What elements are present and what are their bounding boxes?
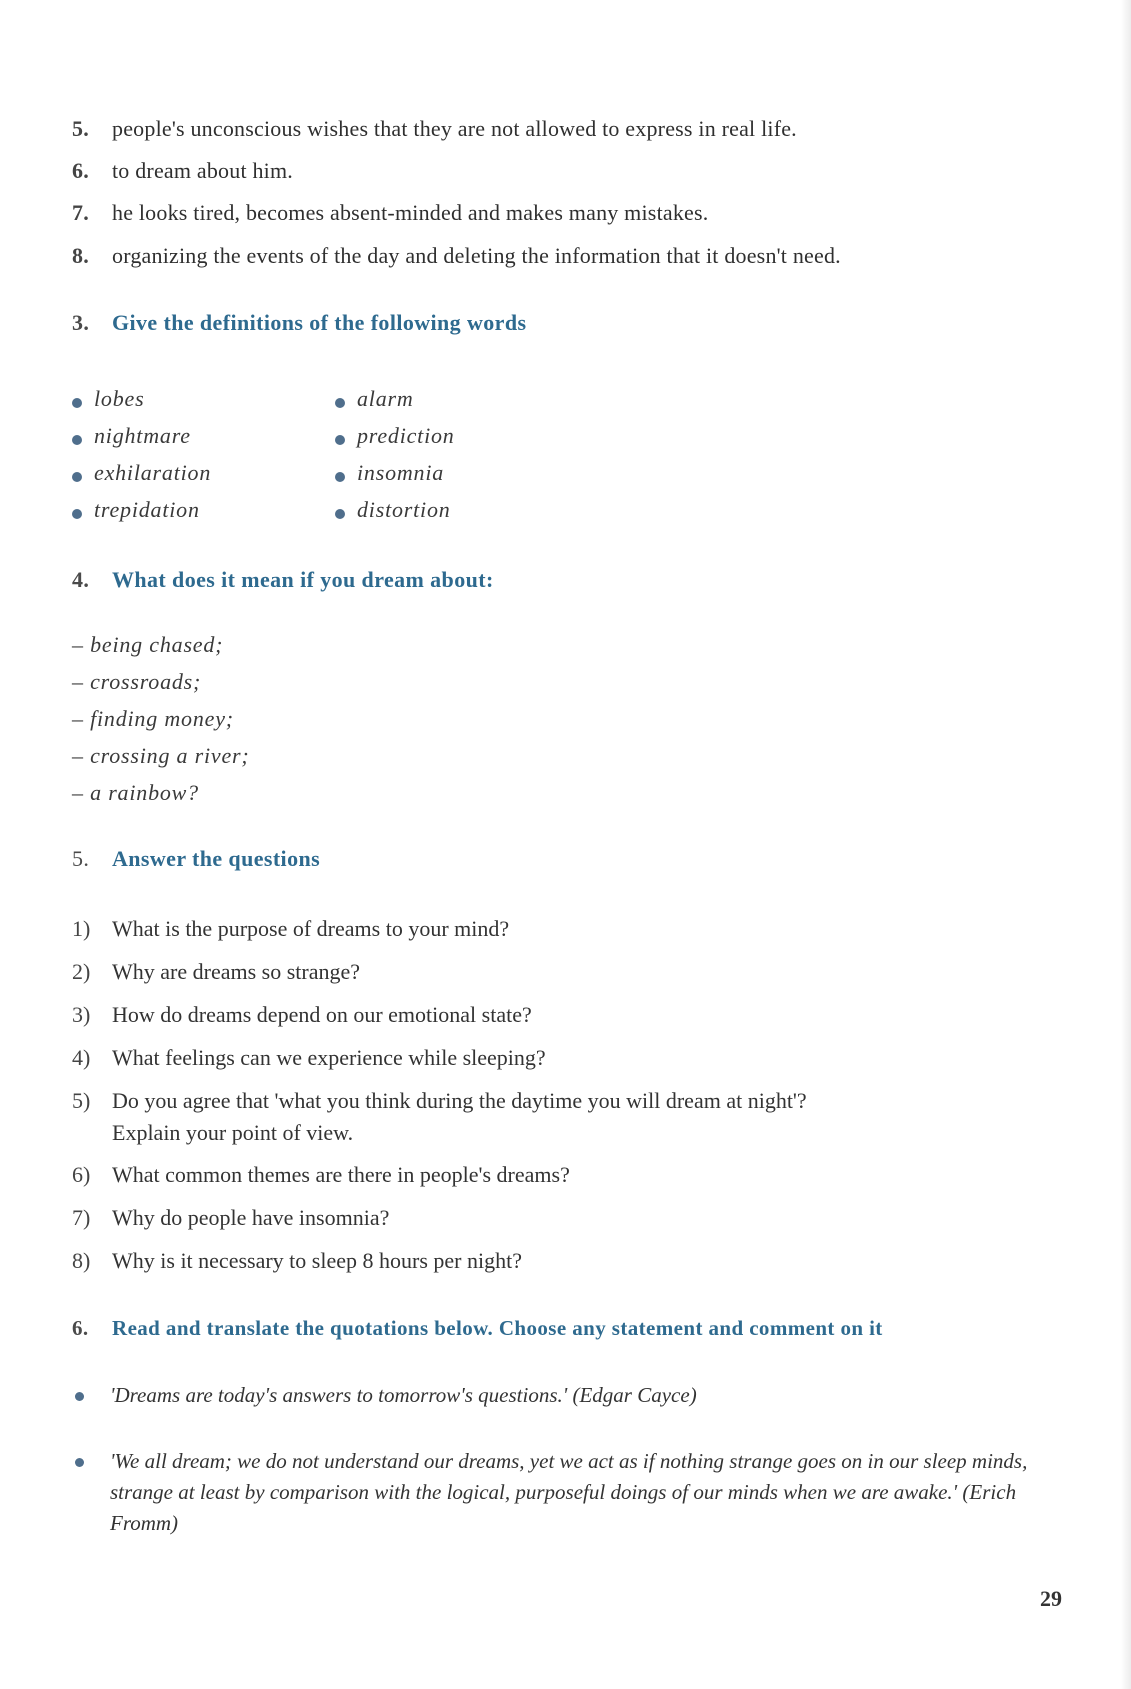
bullet-icon xyxy=(335,435,345,445)
vocab-word: nightmare xyxy=(94,423,191,448)
question-number: 5) xyxy=(72,1088,91,1113)
quotation: 'Dreams are today's answers to tomorrow's questions.' (Edgar Cayce) xyxy=(110,1383,697,1407)
exercise-title: Answer the questions xyxy=(112,846,321,871)
exercise-title: Give the definitions of the following words xyxy=(112,310,527,335)
item-number: 5. xyxy=(72,116,89,141)
exercise-number: 3. xyxy=(72,310,90,335)
question-text: How do dreams depend on our emotional state? xyxy=(112,1002,532,1027)
page-number: 29 xyxy=(1040,1586,1062,1611)
exercise-number: 5. xyxy=(72,846,90,871)
exercise-number: 6. xyxy=(72,1316,89,1340)
list-item: – being chased; xyxy=(72,632,224,657)
vocab-word: trepidation xyxy=(94,497,200,522)
item-text: people's unconscious wishes that they are not allowed to express in real life. xyxy=(112,116,797,141)
bullet-icon xyxy=(72,472,82,482)
item-text: organizing the events of the day and deleting the information that it doesn't need. xyxy=(112,243,841,268)
vocab-word: lobes xyxy=(94,386,145,411)
list-item: – finding money; xyxy=(72,706,234,731)
item-number: 6. xyxy=(72,158,89,183)
vocab-word: prediction xyxy=(357,423,455,448)
item-text: to dream about him. xyxy=(112,158,293,183)
question-text: What common themes are there in people's dreams? xyxy=(112,1162,570,1187)
bullet-icon xyxy=(335,509,345,519)
bullet-icon xyxy=(72,435,82,445)
question-text: What is the purpose of dreams to your mind? xyxy=(112,916,510,941)
question-text: Why do people have insomnia? xyxy=(112,1205,390,1230)
question-text: Why are dreams so strange? xyxy=(112,959,361,984)
question-text: Do you agree that 'what you think during the daytime you will dream at night'? xyxy=(112,1088,807,1113)
exercise-number: 4. xyxy=(72,567,90,592)
vocab-word: insomnia xyxy=(357,460,445,485)
question-number: 3) xyxy=(72,1002,91,1027)
question-number: 1) xyxy=(72,916,91,941)
question-text: Explain your point of view. xyxy=(112,1120,354,1145)
list-item: – crossroads; xyxy=(72,669,202,694)
bullet-icon xyxy=(335,398,345,408)
question-number: 2) xyxy=(72,959,91,984)
question-text: What feelings can we experience while sleeping? xyxy=(112,1045,546,1070)
question-text: Why is it necessary to sleep 8 hours per night? xyxy=(112,1248,522,1273)
quotation: 'We all dream; we do not understand our dreams, yet we act as if nothing strange goes on in our sleep minds, strange at least by comparison with the logical, purposeful doings of our minds when we are awake.' (Erich Fromm) xyxy=(110,1449,1028,1535)
question-number: 4) xyxy=(72,1045,91,1070)
bullet-icon xyxy=(335,472,345,482)
bullet-icon xyxy=(72,509,82,519)
question-number: 6) xyxy=(72,1162,91,1187)
item-number: 7. xyxy=(72,200,89,225)
page-edge-shadow xyxy=(1121,0,1131,1689)
bullet-icon xyxy=(72,398,82,408)
vocab-word: exhilaration xyxy=(94,460,212,485)
item-number: 8. xyxy=(72,243,89,268)
question-number: 7) xyxy=(72,1205,91,1230)
item-text: he looks tired, becomes absent-minded and makes many mistakes. xyxy=(112,200,709,225)
list-item: – crossing a river; xyxy=(72,743,250,768)
vocab-word: distortion xyxy=(357,497,451,522)
exercise-title: What does it mean if you dream about: xyxy=(112,567,494,592)
bullet-icon xyxy=(75,1392,84,1401)
vocab-word: alarm xyxy=(357,386,414,411)
question-number: 8) xyxy=(72,1248,91,1273)
list-item: – a rainbow? xyxy=(72,780,199,805)
bullet-icon xyxy=(75,1458,84,1467)
exercise-title: Read and translate the quotations below. Choose any statement and comment on it xyxy=(112,1316,883,1340)
